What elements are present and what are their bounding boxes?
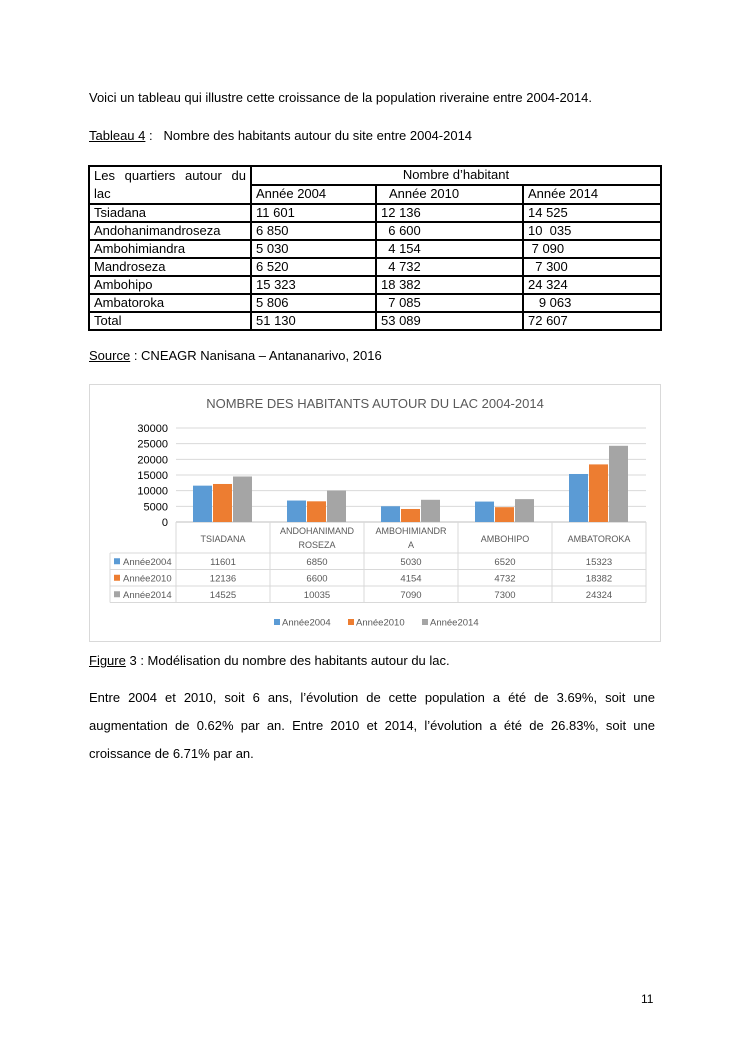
- quartier-cell: Mandroseza: [89, 258, 251, 276]
- page-number: 11: [641, 992, 654, 1006]
- data-label: 15323: [585, 556, 613, 568]
- quartier-cell: Ambatoroka: [89, 294, 251, 312]
- value-2014-cell: 9 063: [523, 294, 661, 312]
- table-caption-text: : Nombre des habitants autour du site entre 2004-2014: [145, 128, 473, 143]
- quartier-cell: Ambohipo: [89, 276, 251, 294]
- bar: [569, 474, 588, 522]
- quartier-cell: Andohanimandroseza: [89, 222, 251, 240]
- year-header-2014: Année 2014: [523, 185, 661, 204]
- data-label: 6520: [494, 556, 516, 568]
- series-label: Année2010: [123, 573, 172, 585]
- data-label: 7300: [494, 589, 516, 601]
- bar: [495, 507, 514, 522]
- bar: [401, 509, 420, 522]
- year-header-2010: Année 2010: [376, 185, 523, 204]
- table-header-row: [89, 166, 661, 185]
- data-label: 10035: [303, 589, 331, 601]
- series-label: Année2004: [123, 556, 172, 568]
- x-tick-label: TSIADANA: [200, 534, 246, 544]
- habitants-group-header: Nombre d’habitant: [251, 166, 661, 185]
- data-label: 4732: [494, 573, 516, 585]
- bar: [213, 484, 232, 522]
- value-2010-cell: 4 732: [376, 258, 523, 276]
- bar: [589, 464, 608, 522]
- bar: [307, 501, 326, 522]
- value-2010-cell: 6 600: [376, 222, 523, 240]
- value-2014-cell: 7 300: [523, 258, 661, 276]
- source-label: Source: [89, 348, 131, 363]
- table-row: [89, 204, 661, 222]
- x-tick-label: AMBATOROKA: [567, 534, 631, 544]
- value-2004-cell: 51 130: [251, 312, 376, 330]
- quartier-cell: Tsiadana: [89, 204, 251, 222]
- data-label: 18382: [585, 573, 613, 585]
- bar: [421, 500, 440, 522]
- series-label: Année2014: [123, 589, 172, 601]
- chart-title: NOMBRE DES HABITANTS AUTOUR DU LAC 2004-2014: [206, 396, 544, 411]
- value-2004-cell: 5 806: [251, 294, 376, 312]
- bar: [381, 506, 400, 522]
- series-key: [114, 591, 120, 597]
- value-2010-cell: 4 154: [376, 240, 523, 258]
- y-tick-label: 25000: [137, 438, 168, 451]
- data-label: 4154: [400, 573, 422, 585]
- table-row: [89, 240, 661, 258]
- x-tick-label: ANDOHANIMAND: [279, 526, 355, 536]
- bar-chart: [90, 385, 660, 641]
- x-tick-label: AMBOHIMIANDR: [375, 526, 447, 536]
- data-label: 12136: [209, 573, 237, 585]
- year-header-2004: Année 2004: [251, 185, 376, 204]
- data-label: 6850: [306, 556, 328, 568]
- bar: [515, 499, 534, 522]
- legend-label: Année2014: [430, 617, 479, 629]
- figure-caption-text: 3 : Modélisation du nombre des habitants autour du lac.: [125, 653, 450, 668]
- data-label: 7090: [400, 589, 422, 601]
- y-tick-label: 15000: [137, 470, 168, 482]
- population-table: [88, 165, 662, 331]
- value-2010-cell: 53 089: [376, 312, 523, 330]
- table-row: [89, 294, 661, 312]
- analysis-paragraph: Entre 2004 et 2010, soit 6 ans, l’évolution de cette population a été de 3.69%, soit une augmentation de 0.62% par an. Entre 2010 et 2014, l’évolution a été de 26.83%, soit une croissance de 6.71% par an.: [89, 690, 655, 761]
- bar: [609, 446, 628, 522]
- value-2014-cell: 7 090: [523, 240, 661, 258]
- quartier-cell: Ambohimiandra: [89, 240, 251, 258]
- legend-key: [274, 619, 280, 625]
- bar: [193, 486, 212, 522]
- source-line: [89, 347, 382, 365]
- value-2004-cell: 6 850: [251, 222, 376, 240]
- value-2014-cell: 14 525: [523, 204, 661, 222]
- value-2004-cell: 6 520: [251, 258, 376, 276]
- y-tick-label: 5000: [143, 501, 168, 514]
- legend-key: [422, 619, 428, 625]
- value-2014-cell: 10 035: [523, 222, 661, 240]
- chart-container: [89, 384, 661, 642]
- quartiers-header: Les quartiers autour du lac: [89, 166, 251, 204]
- table-row: [89, 258, 661, 276]
- bar: [475, 502, 494, 522]
- value-2004-cell: 15 323: [251, 276, 376, 294]
- table-caption-label: Tableau 4: [89, 128, 146, 143]
- bar: [327, 491, 346, 522]
- legend-key: [348, 619, 354, 625]
- quartier-cell: Total: [89, 312, 251, 330]
- y-tick-label: 20000: [137, 454, 168, 467]
- figure-caption: [89, 652, 450, 670]
- value-2010-cell: 12 136: [376, 204, 523, 222]
- table-row: [89, 276, 661, 294]
- table-row: [89, 312, 661, 330]
- data-label: 14525: [209, 589, 237, 601]
- series-key: [114, 575, 120, 581]
- legend-label: Année2010: [356, 617, 405, 629]
- value-2010-cell: 18 382: [376, 276, 523, 294]
- value-2014-cell: 72 607: [523, 312, 661, 330]
- bar: [233, 476, 252, 522]
- y-tick-label: 30000: [137, 423, 168, 435]
- figure-caption-label: Figure: [89, 653, 126, 668]
- intro-paragraph: Voici un tableau qui illustre cette croissance de la population riveraine entre 2004-2014.: [89, 90, 592, 105]
- data-label: 24324: [585, 589, 613, 601]
- bar: [287, 501, 306, 522]
- value-2004-cell: 11 601: [251, 204, 376, 222]
- data-label: 5030: [400, 556, 422, 568]
- x-tick-label: A: [407, 540, 415, 550]
- data-label: 6600: [306, 573, 328, 585]
- x-tick-label: AMBOHIPO: [480, 534, 530, 544]
- x-tick-label: ROSEZA: [298, 540, 336, 550]
- value-2004-cell: 5 030: [251, 240, 376, 258]
- table-caption: [89, 127, 472, 145]
- source-text: : CNEAGR Nanisana – Antananarivo, 2016: [130, 348, 382, 363]
- value-2014-cell: 24 324: [523, 276, 661, 294]
- data-label: 11601: [210, 556, 236, 568]
- series-key: [114, 558, 120, 564]
- table-row: [89, 222, 661, 240]
- legend-label: Année2004: [282, 617, 331, 629]
- value-2010-cell: 7 085: [376, 294, 523, 312]
- y-tick-label: 0: [161, 517, 168, 529]
- y-tick-label: 10000: [137, 485, 168, 498]
